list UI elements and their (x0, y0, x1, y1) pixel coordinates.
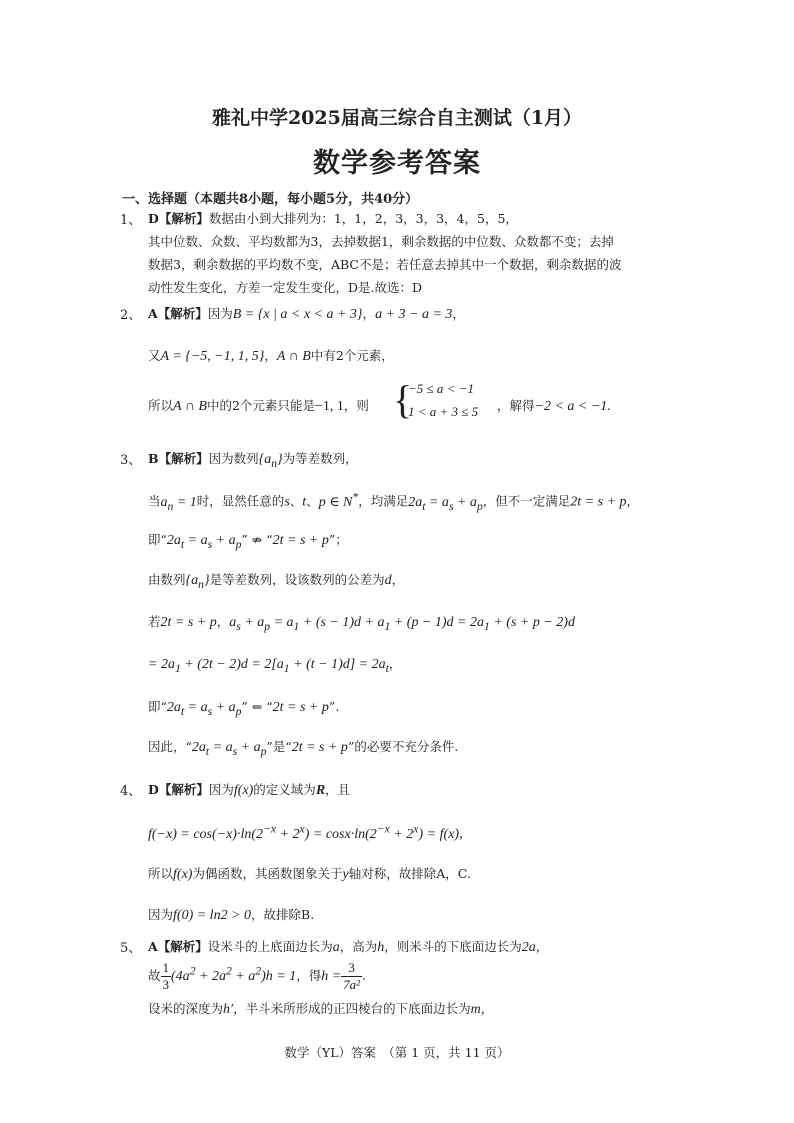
q5-text: ，则米斗的下底面边长为 (384, 939, 522, 954)
q3-sub: t (180, 704, 185, 718)
q3-sub: p (235, 704, 242, 718)
q3-sub: 1 (384, 619, 391, 633)
q5-math: + 2a (195, 969, 226, 984)
q3-sub: t (180, 537, 185, 551)
q2-text: 中有2个元素， (310, 348, 394, 363)
q1-line1 (148, 209, 518, 227)
q3-text: 时，显然任意的 (196, 493, 285, 509)
q3-eq1 (166, 533, 242, 551)
page-title: 雅礼中学2025届高三综合自主测试（1月） (211, 107, 583, 129)
q4-sup: −x (263, 822, 277, 835)
q4-f0: f(0) = ln2 > 0 (173, 908, 252, 923)
q4-domain: R (315, 783, 326, 798)
q2-intersection: A ∩ B (276, 349, 311, 364)
q2-line2 (148, 346, 394, 365)
q3-line3 (148, 530, 348, 551)
q3-text: 、 (306, 493, 319, 509)
system-row-1: −5 ≤ a < −1 (408, 381, 474, 396)
fraction-numerator: 1 (162, 960, 170, 975)
q3-answer-tag: B【解析】 (148, 451, 209, 466)
q3-math: } (277, 452, 283, 467)
q3-sub: 1 (283, 661, 290, 675)
q2-set-b: B = {x | a < x < a + 3} (232, 307, 363, 322)
q3-line6 (148, 654, 401, 675)
q5-text: ，得 (296, 968, 322, 983)
q5-text: ，高为 (339, 939, 378, 954)
q3-text: 即“ (148, 699, 167, 714)
q2-set-a: A = {−5, −1, 1, 5} (160, 349, 265, 364)
q3-sub: p (260, 744, 267, 758)
q3-text: ， (216, 614, 230, 629)
q4-axis: y (342, 867, 349, 882)
q4-sup: x (299, 822, 305, 835)
q3-math: = a (425, 494, 449, 510)
q3-text: ” ⇐ “ (241, 699, 273, 714)
q3-text: ”是“ (266, 739, 292, 754)
q3-line8 (148, 737, 458, 758)
q3-text: 当 (148, 493, 161, 509)
q5-math: (4a (171, 969, 190, 984)
fraction-denominator: 7a² (343, 977, 361, 992)
q4-text: ，故排除B. (251, 907, 315, 922)
q3-text: 若 (148, 614, 161, 629)
q3-math: + a (212, 700, 236, 715)
q3-text: 即“ (148, 532, 167, 547)
q3-math: + (p − 1)d = 2a (390, 615, 484, 630)
q3-line1 (148, 449, 358, 470)
q5-volume-eq (171, 964, 297, 984)
q3-line5 (148, 612, 575, 633)
q2-line3 (148, 396, 369, 415)
q3-sub: p (235, 537, 242, 551)
q3-sub: s (232, 744, 238, 758)
q3-eq2: 2t = s + p (291, 740, 348, 755)
fraction-h (341, 960, 362, 993)
q4-text: 因为 (148, 907, 174, 922)
q5-answer-tag: A【解析】 (148, 939, 208, 954)
q3-sub: 1 (174, 661, 181, 675)
q3-text: 由数列 (148, 572, 186, 587)
q2-text: 因为 (207, 306, 233, 321)
q2-values: −1, 1 (314, 399, 344, 414)
q3-math: 2a (191, 740, 206, 755)
q4-line2 (148, 822, 472, 843)
q3-math: = a (184, 533, 208, 548)
q3-math: a (160, 494, 168, 510)
q4-text: 为偶函数，其函数图象关于 (192, 866, 343, 881)
q3-sub: s (207, 537, 213, 551)
q3-math: + a (453, 494, 477, 510)
q3-math: + (t − 1)d] = 2a (289, 657, 386, 672)
q3-line4 (148, 570, 404, 591)
fraction-denominator: 3 (162, 977, 170, 992)
q1-line4: 动性发生变化，方差一定发生变化，D是.故选：D (148, 280, 423, 295)
q5-text: ， (535, 939, 549, 954)
q5-var-a: a (332, 940, 340, 955)
q3-text: ”的必要不充分条件. (347, 739, 459, 754)
q5-sup: 2 (255, 964, 262, 978)
q3-eq1 (408, 494, 483, 513)
q4-sup: −x (376, 822, 390, 835)
q2-line1 (148, 304, 465, 323)
q1-answer-tag: D【解析】 (148, 211, 209, 226)
q3-eq1 (191, 740, 267, 758)
q3-math: 2a (166, 700, 181, 715)
q3-line7 (148, 697, 339, 718)
q3-text: ，均满足 (358, 493, 409, 509)
q3-sub: t (205, 744, 210, 758)
q3-sup: * (352, 490, 359, 503)
q5-number: 5、 (120, 941, 142, 956)
q2-text: 所以 (148, 398, 174, 413)
q3-sub: s (207, 704, 213, 718)
q5-text: ，半斗米所形成的正四棱台的下底面边长为 (233, 1001, 471, 1016)
q3-var-s: s (284, 494, 290, 510)
q3-text: ，但不一定满足 (482, 493, 571, 509)
q3-sub: p (476, 499, 483, 513)
q5-line1 (148, 937, 548, 956)
q3-text: 、 (289, 493, 303, 509)
q3-sub: t (422, 499, 426, 513)
q5-sup: 2 (189, 964, 196, 978)
q3-sub: n (271, 456, 278, 470)
q3-math: + (s + p − 2)d (489, 615, 575, 630)
q3-an-eq (160, 494, 197, 513)
q4-number: 4、 (120, 784, 142, 799)
q3-text: 为等差数列， (282, 451, 358, 466)
q5-text: 设米斗的上底面边长为 (207, 939, 333, 954)
q2-text: ， (452, 306, 465, 321)
q3-sub: 1 (484, 619, 490, 633)
q4-line3 (148, 864, 471, 883)
q4-sup: x (413, 822, 419, 835)
q3-text: ， (626, 493, 640, 509)
page-footer: 数学（YL）答案 （第 1 页，共 11 页） (284, 1045, 510, 1060)
q3-eq2: 2t = s + p (570, 494, 627, 510)
q4-text: ，且 (325, 782, 351, 797)
q3-math: = 2a (148, 657, 175, 672)
q3-math: = 1 (173, 494, 197, 510)
q2-text: 中的2个元素只能是 (206, 398, 315, 413)
q3-text: 是等差数列，设该数列的公差为 (209, 572, 385, 587)
q5-math: + a (231, 969, 256, 984)
q1-line2: 其中位数、众数、平均数都为3，去掉数据1，剩余数据的中位数、众数都不变；去掉 (148, 234, 614, 249)
q3-text: 因此，“ (148, 739, 192, 754)
q3-eq2: 2t = s + p (272, 700, 329, 715)
q5-line2 (148, 960, 366, 993)
q1-number: 1、 (120, 213, 142, 228)
q3-math: = a (270, 615, 294, 630)
q3-math: 2a (166, 533, 181, 548)
q3-expansion (148, 657, 389, 675)
q3-expansion (229, 615, 575, 633)
fraction-one-third (161, 960, 172, 993)
q4-parity-eq (148, 822, 459, 842)
q5-math: )h = 1 (261, 969, 297, 984)
q4-text: 所以 (148, 866, 174, 881)
q5-var-hprime: h′ (223, 1002, 234, 1017)
q4-text: 因为 (208, 782, 234, 797)
q5-text: ， (480, 1001, 494, 1016)
q5-text: 设米的深度为 (148, 1001, 224, 1016)
q2-text: ，则 (343, 398, 369, 413)
section-heading: 一、选择题（本题共8小题，每小题5分，共40分） (122, 192, 419, 207)
q3-text: ”； (328, 532, 348, 547)
q2-intersection: A ∩ B (173, 399, 207, 414)
q4-fx: f(x) (173, 867, 193, 882)
q3-math: 2a (408, 494, 423, 510)
q4-math: + 2 (276, 826, 300, 842)
q2-answer-tag: A【解析】 (148, 306, 208, 321)
q5-line3 (148, 999, 493, 1018)
q3-math: {a (185, 573, 199, 588)
q3-math: a (229, 615, 237, 630)
q3-sub: n (198, 577, 204, 591)
q3-seq (258, 452, 283, 470)
q3-sub: 1 (293, 619, 300, 633)
q3-var-t: t (302, 494, 307, 510)
system-brace: { (393, 377, 413, 422)
q3-math: } (203, 573, 210, 588)
q3-sub: t (385, 661, 389, 675)
q5-var-2a: 2a (521, 940, 536, 955)
q3-math: = a (209, 740, 233, 755)
q2-text: ， (264, 348, 277, 363)
q4-text: 轴对称，故排除A，C. (348, 866, 471, 881)
q3-math: + a (240, 615, 265, 630)
q3-text: ， (388, 656, 402, 671)
q4-answer-tag: D【解析】 (148, 782, 209, 797)
q3-sub: p (264, 619, 271, 633)
q3-text: ， (391, 572, 405, 587)
q4-fx: f(x) (233, 783, 254, 798)
q3-eq1 (166, 700, 242, 718)
q3-text: ”. (328, 699, 340, 714)
q5-text: . (362, 968, 367, 983)
q4-text: ， (459, 825, 472, 841)
q3-sub: s (236, 619, 241, 633)
q2-number: 2、 (120, 308, 142, 323)
q5-var-h: h (377, 940, 385, 955)
q3-text: 因为数列 (208, 451, 259, 466)
q2-line3-end (497, 396, 611, 415)
q4-line1 (148, 780, 350, 799)
q3-var-d: d (384, 573, 392, 588)
q3-eq2: 2t = s + p (272, 533, 329, 548)
q3-math: + a (237, 740, 261, 755)
q2-text: ，解得 (497, 398, 535, 413)
q3-math: = a (184, 700, 208, 715)
q2-text: 又 (148, 348, 161, 363)
q2-result: −2 < a < −1. (534, 399, 611, 414)
q5-h-eq: h = (321, 969, 342, 984)
q3-in-n (318, 490, 359, 510)
q3-math: + (s − 1)d + a (299, 615, 385, 630)
q5-text: 故 (148, 968, 161, 983)
q4-text: 的定义域为 (253, 782, 316, 797)
q3-line2 (148, 490, 639, 512)
q3-seq (185, 573, 210, 591)
q4-line4 (148, 905, 314, 924)
q1-line3: 数据3，剩余数据的平均数不变，ABC不是；若任意去掉其中一个数据，剩余数据的波 (148, 257, 622, 272)
q4-math: ) = f(x) (418, 826, 459, 842)
q3-number: 3、 (120, 453, 142, 468)
q3-eq2: 2t = s + p (160, 615, 217, 630)
system-row-2: 1 < a + 3 ≤ 5 (408, 404, 479, 419)
q4-math: f(−x) = cos(−x)·ln(2 (148, 826, 264, 842)
q3-text: ” ⇏ “ (241, 532, 273, 547)
q5-var-m: m (470, 1002, 481, 1017)
q4-math: ) = cosx·ln(2 (304, 826, 377, 842)
q3-math: p ∈ N (318, 494, 353, 510)
q3-math: + (2t − 2)d = 2[a (180, 657, 284, 672)
fraction-numerator: 3 (341, 960, 362, 977)
q3-math: {a (258, 452, 272, 467)
q2-text: ， (362, 306, 376, 321)
q1-text: 数据由小到大排列为：1，1，2，3，3，3，4，5，5， (208, 211, 518, 226)
page-subtitle: 数学参考答案 (313, 148, 481, 179)
q3-math: + a (212, 533, 236, 548)
q3-sub: s (448, 499, 454, 513)
q4-math: + 2 (389, 826, 414, 842)
q2-formula: a + 3 − a = 3 (375, 307, 453, 322)
q3-sub: n (167, 499, 174, 513)
q5-sup: 2 (225, 964, 232, 978)
